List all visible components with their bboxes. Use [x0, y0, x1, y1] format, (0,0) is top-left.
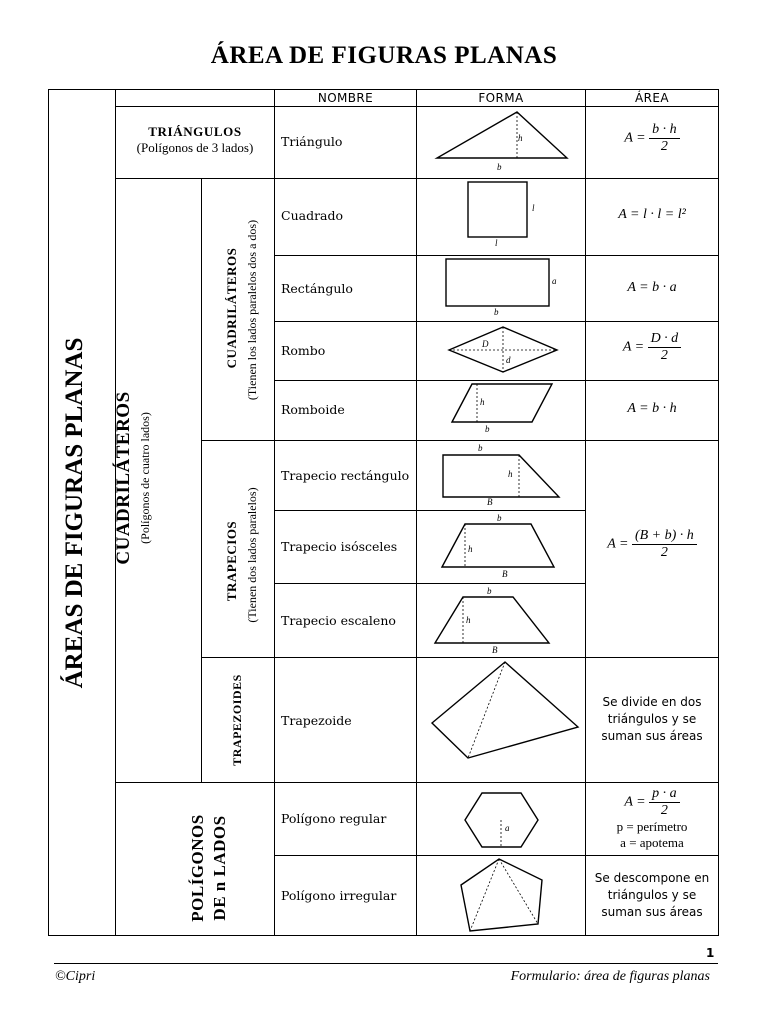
formula-romboide: A = b · h — [627, 401, 677, 416]
right-trapezoid-shape — [443, 455, 559, 497]
note-trapezoide-line1: Se divide en dos — [602, 695, 702, 709]
formula-poligono-regular — [586, 786, 718, 851]
label-romboid-b: b — [485, 424, 490, 434]
formula-rectangulo: A = b · a — [627, 280, 677, 295]
formula-trapecios-den: 2 — [660, 545, 668, 560]
irregular-polygon-shape — [461, 859, 542, 931]
label-rhombus-d: d — [506, 355, 511, 365]
label-trap-esc-b: b — [487, 586, 492, 596]
trapezoide-shape — [432, 662, 578, 758]
note-poligono-irregular-line2: triángulos y se — [607, 888, 697, 902]
group-parallelograms-title: CUADRILÁTEROS — [224, 247, 239, 369]
formula-rombo — [586, 331, 718, 364]
note-poligono-irregular-line3: suman sus áreas — [601, 905, 703, 919]
row-name-poligono-regular: Polígono regular — [281, 811, 387, 826]
row-name-romboide: Romboide — [281, 402, 345, 417]
formula-rombo-den: 2 — [660, 348, 668, 363]
label-rhombus-D: D — [482, 339, 489, 349]
formula-trapecios — [586, 528, 718, 561]
label-trap-isos-B: B — [502, 569, 508, 579]
note-trapezoide — [586, 694, 718, 745]
formula-prefix: A = — [624, 794, 646, 810]
formula-poligono-line3: a = apotema — [620, 835, 684, 850]
formula-cuadrado: A = l · l = l² — [618, 207, 686, 222]
formula-poligono-num: p · a — [649, 786, 680, 803]
scalene-trapezoid-shape — [435, 597, 549, 643]
group-triangles-title: TRIÁNGULOS — [148, 124, 242, 139]
rectangle-shape — [446, 259, 549, 306]
note-poligono-irregular — [586, 870, 718, 921]
row-name-trapecio-escaleno: Trapecio escaleno — [281, 613, 396, 628]
note-poligono-irregular-line1: Se descompone en — [594, 871, 710, 885]
label-triangle-b: b — [497, 162, 502, 172]
row-name-rectangulo: Rectángulo — [281, 281, 353, 296]
row-name-triangulo: Triángulo — [281, 134, 343, 149]
label-trap-isos-b: b — [497, 513, 502, 523]
formula-triangulo — [586, 122, 718, 155]
row-name-trapecio-rectangulo: Trapecio rectángulo — [281, 468, 410, 483]
page-title: ÁREA DE FIGURAS PLANAS — [210, 42, 558, 69]
label-trap-isos-h: h — [468, 544, 473, 554]
formula-triangulo-den: 2 — [660, 139, 668, 154]
label-trap-rect-b: b — [478, 443, 483, 453]
group-parallelograms-subtitle: (Tienen los lados paralelos dos a dos) — [245, 219, 259, 401]
header-area: ÁREA — [635, 91, 669, 105]
formula-prefix: A = — [624, 130, 646, 146]
footer-left: ©Cipri — [55, 969, 96, 984]
formula-triangulo-num: b · h — [649, 122, 680, 139]
label-trap-rect-B: B — [487, 497, 493, 507]
label-square-l-base: l — [495, 238, 498, 248]
group-quadrilaterals-subtitle: (Polígonos de cuatro lados) — [138, 412, 152, 544]
isosceles-trapezoid-shape — [442, 524, 554, 567]
regular-polygon-shape — [465, 793, 538, 847]
row-name-cuadrado: Cuadrado — [281, 208, 344, 223]
label-rectangle-b: b — [494, 307, 499, 317]
formula-poligono-line2: p = perímetro — [616, 819, 688, 834]
footer-right: Formulario: área de figuras planas — [510, 969, 710, 984]
triangle-shape — [437, 112, 567, 158]
label-trap-esc-h: h — [466, 615, 471, 625]
rhombus-shape — [449, 327, 557, 372]
row-name-trapezoide: Trapezoide — [281, 713, 352, 728]
formula-rombo-num: D · d — [648, 331, 682, 348]
row-name-poligono-irregular: Polígono irregular — [281, 888, 397, 903]
square-shape — [468, 182, 527, 237]
formula-prefix: A = — [622, 339, 645, 355]
romboid-shape — [452, 384, 552, 422]
row-name-rombo: Rombo — [281, 343, 326, 358]
group-trapezoids-title: TRAPECIOS — [224, 520, 239, 602]
label-romboid-h: h — [480, 397, 485, 407]
label-trap-esc-B: B — [492, 645, 498, 655]
label-polygon-a: a — [505, 823, 510, 833]
label-trap-rect-h: h — [508, 469, 513, 479]
group-trapezoides-title: TRAPEZOIDES — [230, 674, 244, 766]
header-name: NOMBRE — [317, 91, 374, 105]
group-trapezoids-subtitle: (Tienen dos lados paralelos) — [245, 487, 259, 623]
page-number: 1 — [706, 946, 715, 960]
group-quadrilaterals-title: CUADRILÁTEROS — [113, 391, 134, 565]
side-title: ÁREAS DE FIGURAS PLANAS — [61, 337, 88, 689]
header-shape: FORMA — [478, 91, 524, 105]
row-name-trapecio-isosceles: Trapecio isósceles — [281, 539, 398, 554]
label-rectangle-a: a — [552, 276, 557, 286]
label-triangle-h: h — [518, 133, 523, 143]
formula-trapecios-num: (B + b) · h — [632, 528, 697, 545]
group-polygons-title-line2: DE n LADOS — [210, 815, 229, 921]
group-polygons-title-line1: POLÍGONOS — [188, 814, 207, 922]
group-triangles-subtitle: (Polígonos de 3 lados) — [136, 140, 254, 155]
note-trapezoide-line3: suman sus áreas — [601, 729, 703, 743]
label-square-l-side: l — [532, 203, 535, 213]
footer-rule — [54, 963, 718, 964]
formula-prefix: A = — [607, 536, 629, 552]
note-trapezoide-line2: triángulos y se — [607, 712, 697, 726]
formula-poligono-den: 2 — [660, 803, 668, 818]
